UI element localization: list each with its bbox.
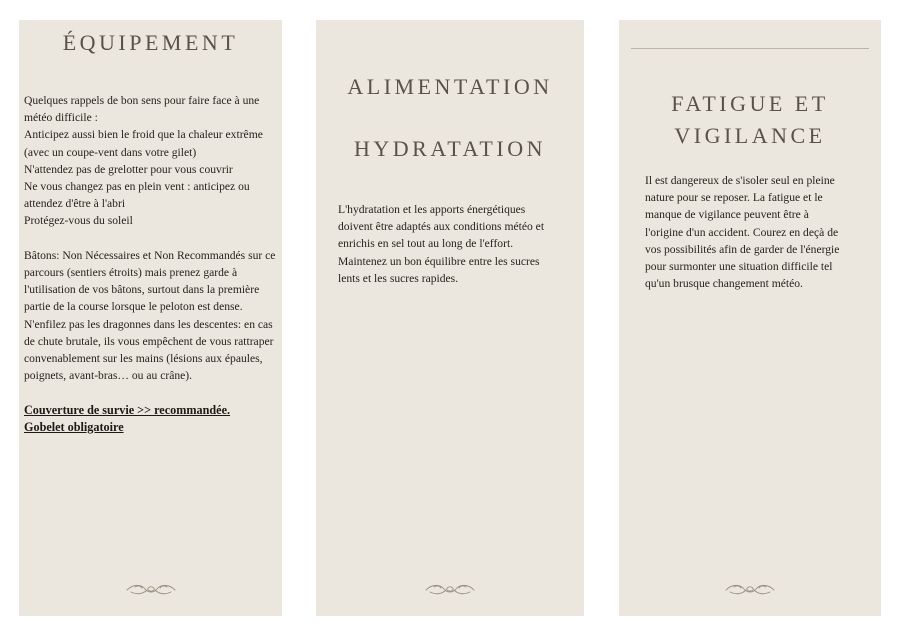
panel-body [338,201,554,287]
survival-blanket-link[interactable]: Couverture de survie >> recommandée. [24,402,231,417]
panel-body [24,92,282,436]
panel-fatigue [619,20,881,616]
panel-title-line1: FATIGUE ET [671,91,829,116]
panel-equipement [19,20,282,616]
flourish-ornament-icon [424,580,476,598]
divider [631,48,869,49]
panel-title-line2: HYDRATATION [354,136,546,161]
fatigue-text: Il est dangereux de s'isoler seul en pleine nature pour se reposer. La fatigue et le manque de vigilance peuvent être à l'origine d'un accident. Courez en deçà de vos possibilités afin de garder de l'énergie pour surmonter une situation difficile tel qu'un brusque changement météo. [645,174,840,291]
panel-body [645,172,845,292]
spacer [24,230,282,247]
panel-title-line2: VIGILANCE [674,123,826,148]
panel-alimentation [316,20,584,616]
panel-title-line1: ALIMENTATION [347,74,553,99]
flourish-ornament-icon [724,580,776,598]
tip-text: N'attendez pas de grelotter pour vous couvrir [24,162,233,176]
spacer [24,384,282,401]
cup-required-link[interactable]: Gobelet obligatoire [24,419,124,434]
tip-text: Anticipez aussi bien le froid que la chaleur extrême (avec un coupe-vent dans votre gilet) [24,128,263,159]
batons-text: Bâtons: Non Nécessaires et Non Recommandés sur ce parcours (sentiers étroits) mais prenez garde à l'utilisation de vos bâtons, surtout dans la première partie de la course lorsque le peloton est dense. N'enfilez pas les dragonnes dans les descentes: en cas de chute brutale, ils vous empêchent de vous rattraper convenablement sur les mains (lésions aux épaules, poignets, avant-bras… ou au crâne). [24,248,276,383]
hydration-text: L'hydratation et les apports énergétiques doivent être adaptés aux conditions météo et enrichis en sel tout au long de l'effort. Maintenez un bon équilibre entre les sucres lents et les sucres rapides. [338,203,545,285]
tip-text: Ne vous changez pas en plein vent : anticipez ou attendez d'être à l'abri [24,180,250,211]
tip-text: Protégez-vous du soleil [24,214,133,228]
panel-title: ÉQUIPEMENT [62,30,239,55]
flourish-ornament-icon [125,580,177,598]
intro-text: Quelques rappels de bon sens pour faire face à une météo difficile : [24,94,260,125]
